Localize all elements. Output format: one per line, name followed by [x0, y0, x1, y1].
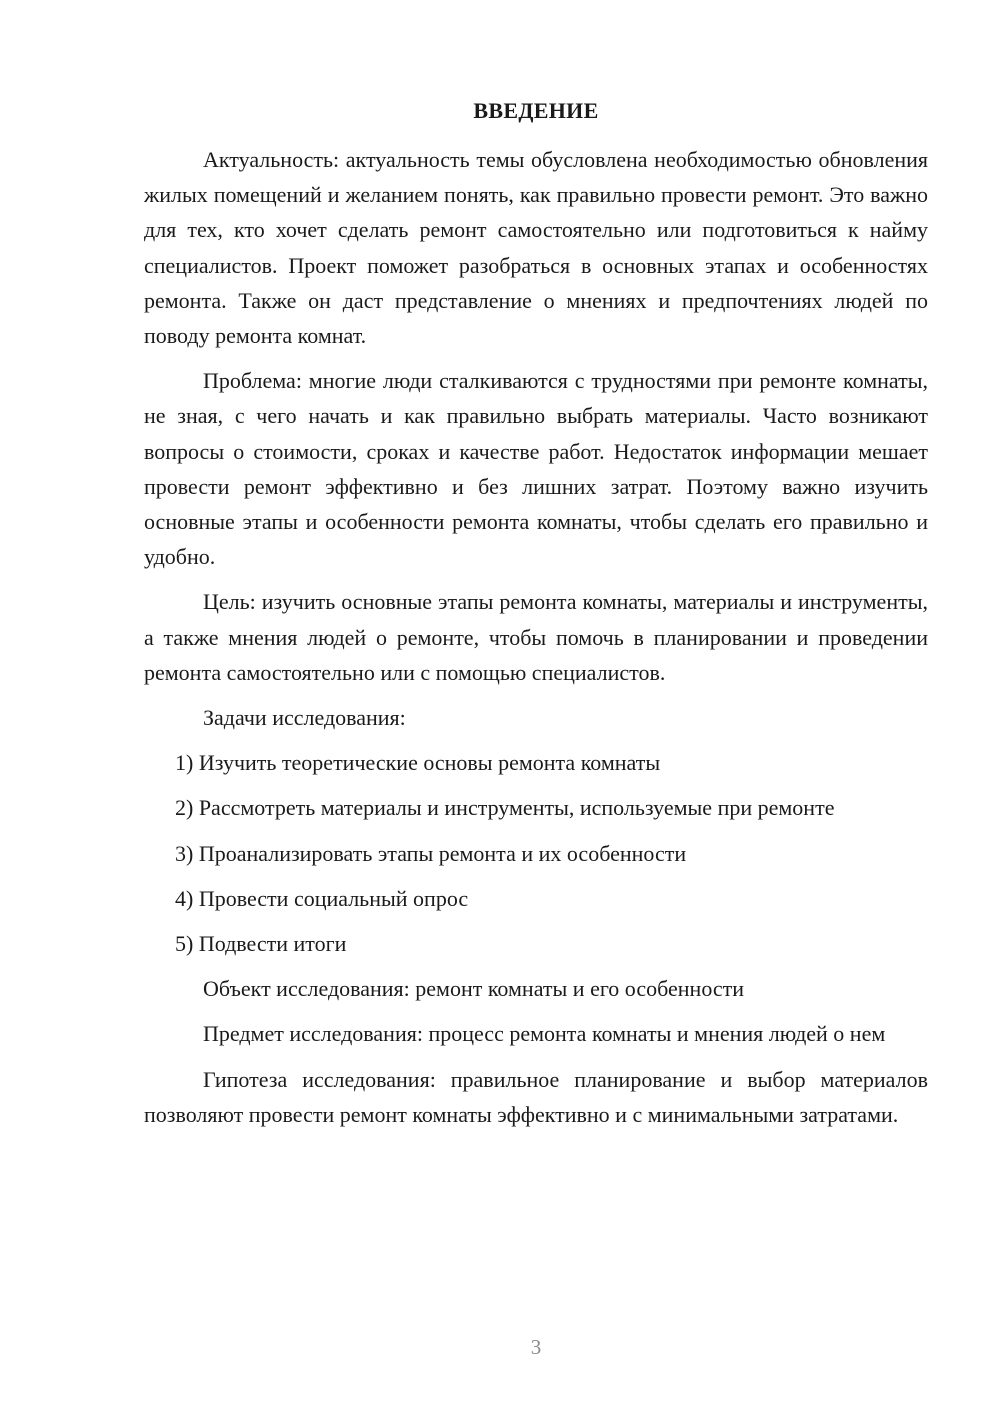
document-body — [144, 142, 928, 1142]
task-item: 3) Проанализировать этапы ремонта и их особенности — [175, 840, 687, 866]
paragraph-object: Объект исследования: ремонт комнаты и его особенности — [203, 976, 745, 1002]
paragraph-relevance: Актуальность: актуальность темы обусловлена необходимостью обновления жилых помещений и желанием понять, как правильно провести ремонт. Это важно для тех, кто хочет сделать ремонт самостоятельно или подготовиться к найму специалистов. Проект поможет разобраться в основных этапах и особенностях ремонта. Также он даст представление о мнениях и предпочтениях людей по поводу ремонта комнат. — [144, 147, 928, 349]
task-list — [144, 745, 928, 961]
tasks-title: Задачи исследования: — [203, 705, 406, 731]
paragraph-goal: Цель: изучить основные этапы ремонта комнаты, материалы и инструменты, а также мнения людей о ремонте, чтобы помочь в планировании и проведении ремонта самостоятельно или с помощью специалистов. — [144, 589, 928, 685]
task-item: 2) Рассмотреть материалы и инструменты, используемые при ремонте — [175, 795, 835, 821]
task-item: 5) Подвести итоги — [175, 931, 347, 957]
task-item: 1) Изучить теоретические основы ремонта комнаты — [175, 750, 661, 776]
paragraph-subject: Предмет исследования: процесс ремонта комнаты и мнения людей о нем — [203, 1021, 886, 1047]
task-item: 4) Провести социальный опрос — [175, 885, 469, 911]
paragraph-hypothesis: Гипотеза исследования: правильное планирование и выбор материалов позволяют провести ремонт комнаты эффективно и с минимальными затратами. — [144, 1066, 928, 1127]
page-number: 3 — [530, 1335, 542, 1359]
paragraph-problem: Проблема: многие люди сталкиваются с трудностями при ремонте комнаты, не зная, с чего начать и как правильно выбрать материалы. Часто возникают вопросы о стоимости, сроках и качестве работ. Недостаток информации мешает провести ремонт эффективно и без лишних затрат. Поэтому важно изучить основные этапы и особенности ремонта комнаты, чтобы сделать его правильно и удобно. — [144, 368, 928, 570]
section-heading: ВВЕДЕНИЕ — [473, 98, 599, 123]
